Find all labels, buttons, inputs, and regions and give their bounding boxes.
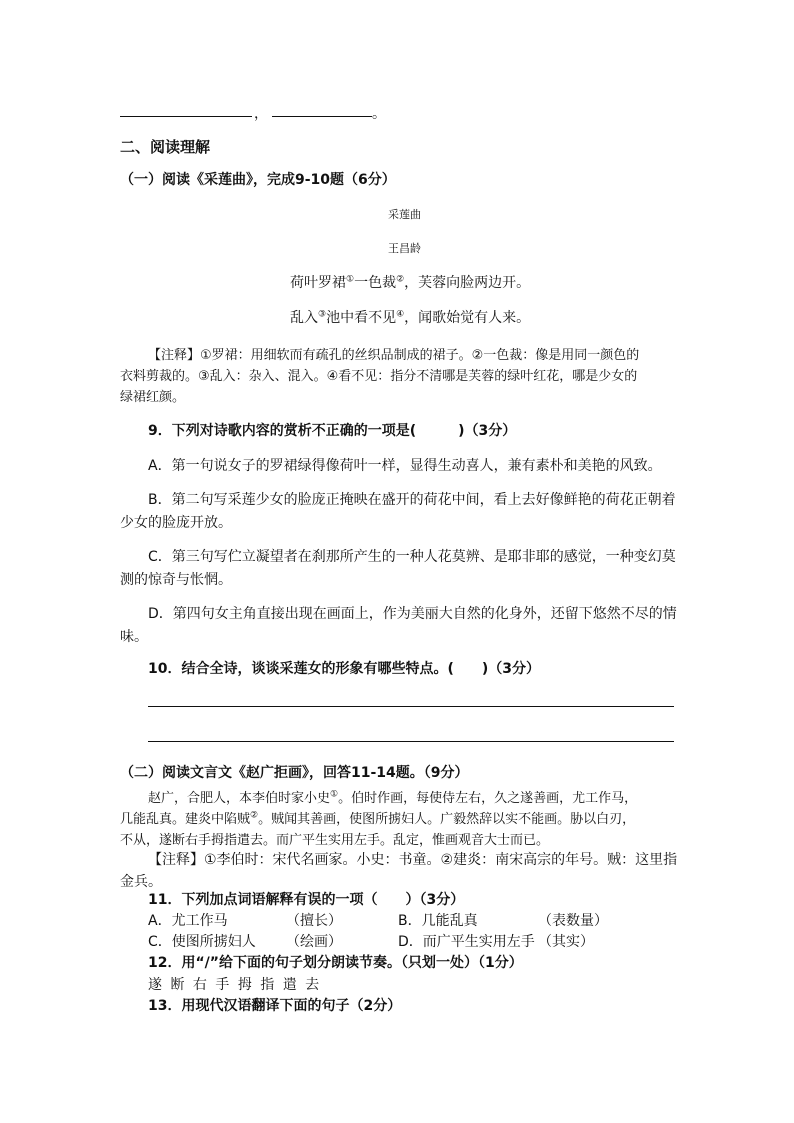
poem-notes-1: 【注释】①罗裙：用细软而有疏孔的丝织品制成的裙子。②一色裁：像是用同一颜色的 bbox=[148, 348, 640, 363]
section-title: 二、阅读理解 bbox=[120, 138, 211, 156]
q9-option-a: A．第一句说女子的罗裙绿得像荷叶一样，显得生动喜人，兼有素朴和美艳的风致。 bbox=[148, 458, 662, 474]
q11-option-b-gloss: （表数量） bbox=[538, 913, 608, 929]
classical-note-ref-2: ② bbox=[250, 810, 259, 821]
classical-text-2a: 几能乱真。建炎中陷贼 bbox=[120, 812, 251, 827]
poem-line-1-a: 荷叶罗裙 bbox=[290, 275, 346, 291]
poem-line-2-b: 池中看不见 bbox=[326, 310, 397, 326]
q11-title: 11．下列加点词语解释有误的一项（ ）（3分） bbox=[148, 892, 465, 908]
poem-title: 采莲曲 bbox=[388, 208, 421, 221]
q10-title: 10．结合全诗，谈谈采莲女的形象有哪些特点。( )（3分） bbox=[148, 661, 541, 677]
note-ref-4: ④ bbox=[396, 309, 405, 320]
answer-line-2[interactable] bbox=[148, 741, 674, 742]
q11-option-d: D．而广平生实用左手 bbox=[398, 934, 535, 950]
answer-blank-1[interactable] bbox=[120, 116, 252, 117]
q9-option-d-2: 味。 bbox=[120, 629, 148, 645]
poem-notes-2: 衣料剪裁的。③乱入：杂入、混入。④看不见：指分不清哪是芙蓉的绿叶红花，哪是少女的 bbox=[120, 369, 638, 384]
q12-title: 12．用“/”给下面的句子划分朗读节奏。（只划一处）（1分） bbox=[148, 955, 523, 971]
classical-text-1a: 赵广，合肥人，本李伯时家小史 bbox=[148, 791, 331, 806]
poem-line-1-c: ，芙蓉向脸两边开。 bbox=[404, 275, 531, 291]
part1-heading: （一）阅读《采莲曲》，完成9-10题（6分） bbox=[120, 172, 396, 188]
classical-text-line-2 bbox=[120, 808, 635, 827]
classical-text-line-1 bbox=[148, 787, 637, 806]
answer-line-1[interactable] bbox=[148, 706, 674, 707]
note-ref-2: ② bbox=[396, 274, 405, 285]
q11-option-c: C．使图所掳妇人 bbox=[148, 934, 256, 950]
classical-text-line-3 bbox=[120, 829, 549, 848]
q9-option-c-2: 测的惊奇与怅惘。 bbox=[120, 572, 232, 588]
classical-text-2b: 。贼闻其善画，使图所掳妇人。广毅然辞以实不能画。胁以白刃， bbox=[258, 812, 636, 827]
classical-notes-2: 金兵。 bbox=[120, 874, 162, 890]
classical-note-ref-1: ① bbox=[330, 789, 339, 800]
q11-option-a-gloss: （擅长） bbox=[286, 913, 342, 929]
q11-option-a: A．尤工作马 bbox=[148, 913, 228, 929]
q11-option-c-gloss: （绘画） bbox=[286, 934, 342, 950]
poem-line-1 bbox=[290, 272, 530, 292]
note-ref-3: ③ bbox=[318, 309, 327, 320]
poem-line-2-a: 乱入 bbox=[290, 310, 318, 326]
classical-text-1b: 。伯时作画，每使侍左右，久之遂善画，尤工作马， bbox=[338, 791, 638, 806]
poem-author: 王昌龄 bbox=[388, 242, 421, 255]
answer-comma: ， bbox=[254, 106, 268, 122]
q9-title: 9．下列对诗歌内容的赏析不正确的一项是( )（3分） bbox=[148, 423, 517, 439]
poem-line-1-b: 一色裁 bbox=[354, 275, 397, 291]
q12-sentence: 遂 断 右 手 拇 指 遣 去 bbox=[148, 977, 322, 993]
poem-notes-3: 绿裙红颜。 bbox=[120, 390, 186, 405]
q11-option-b: B．几能乱真 bbox=[398, 913, 478, 929]
q9-option-b-2: 少女的脸庞开放。 bbox=[120, 515, 232, 531]
classical-text-3a: 不从，遂断右手拇指遣去。而广平生实用左手。乱定，惟画观音大士而已。 bbox=[120, 833, 550, 848]
answer-blank-2[interactable] bbox=[272, 116, 372, 117]
q9-option-d-1: D．第四句女主角直接出现在画面上，作为美丽大自然的化身外，还留下悠然不尽的情 bbox=[148, 606, 677, 622]
q9-option-c-1: C．第三句写伫立凝望者在刹那所产生的一种人花莫辨、是耶非耶的感觉，一种变幻莫 bbox=[148, 549, 676, 565]
poem-line-2-c: ，闻歌始觉有人来。 bbox=[404, 310, 531, 326]
note-ref-1: ① bbox=[346, 274, 355, 285]
poem-line-2 bbox=[290, 307, 530, 327]
q11-option-d-gloss: （其实） bbox=[538, 934, 594, 950]
q13-title: 13．用现代汉语翻译下面的句子（2分） bbox=[148, 998, 402, 1014]
q9-option-b-1: B．第二句写采莲少女的脸庞正掩映在盛开的荷花中间，看上去好像鲜艳的荷花正朝着 bbox=[148, 492, 676, 508]
part2-heading: （二）阅读文言文《赵广拒画》，回答11-14题。（9分） bbox=[120, 765, 469, 781]
classical-notes-1: 【注释】①李伯时：宋代名画家。小史：书童。②建炎：南宋高宗的年号。贼：这里指 bbox=[148, 852, 678, 868]
answer-period: 。 bbox=[372, 106, 386, 122]
